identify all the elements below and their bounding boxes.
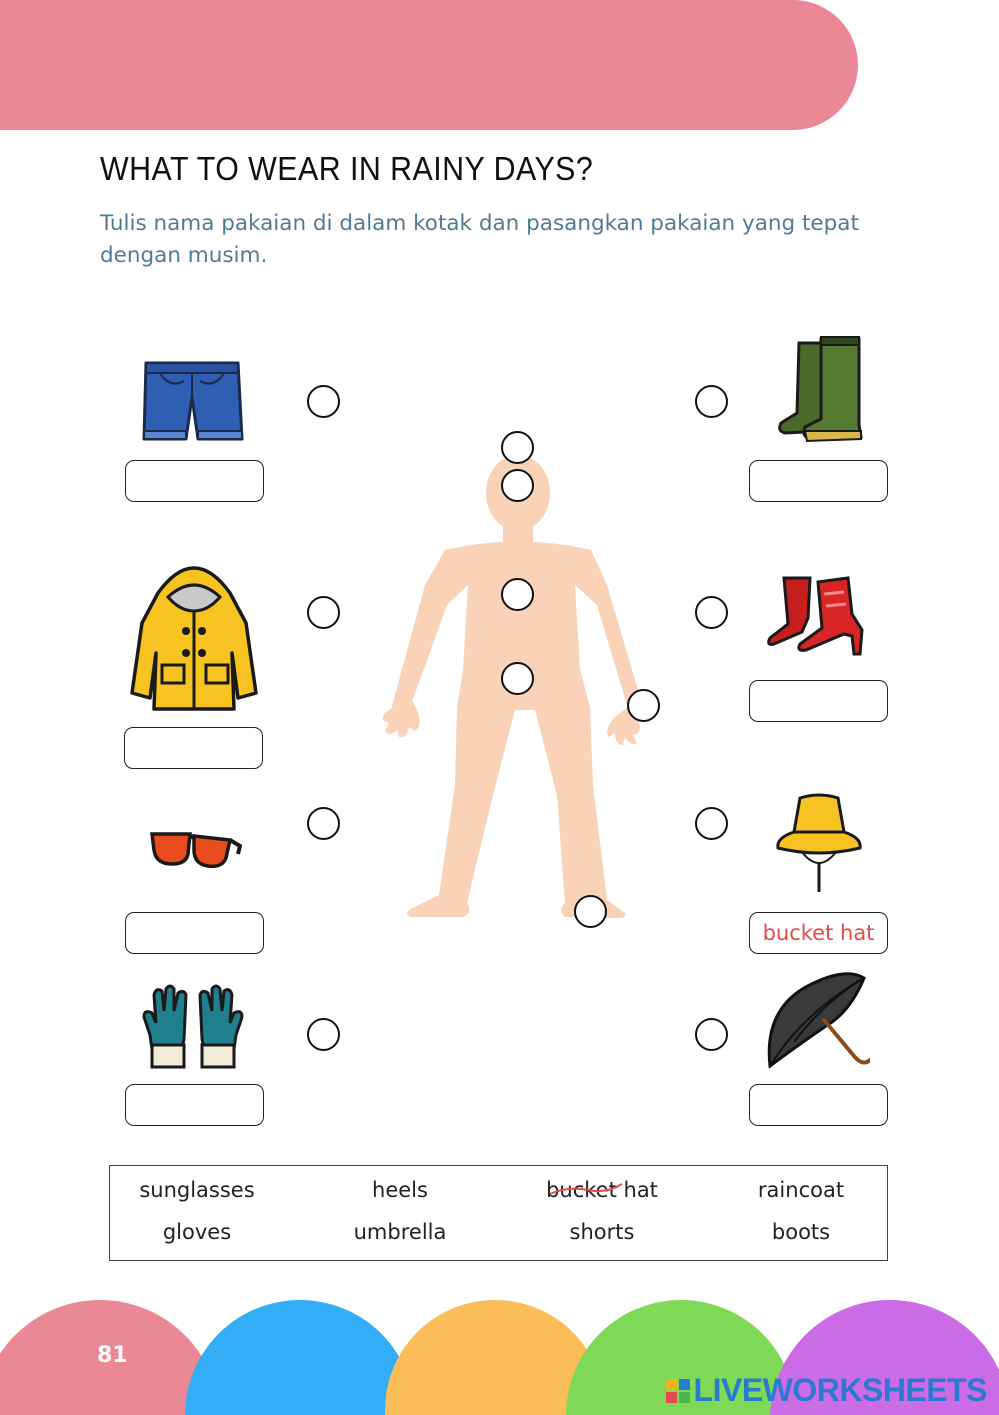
answer-box-bucket-hat[interactable]: bucket hat [749,912,888,954]
raincoat-icon [128,553,260,713]
body-dot-hand[interactable] [627,689,660,722]
match-dot-umbrella[interactable] [695,1018,728,1051]
liveworksheets-logo [666,1372,987,1409]
umbrella-icon [764,972,870,1078]
answer-box-heels[interactable] [749,680,888,722]
worksheet-title: WHAT TO WEAR IN RAINY DAYS? [100,150,594,187]
body-dot-chest[interactable] [501,578,534,611]
page-number: 81 [97,1343,128,1368]
word-umbrella: umbrella [353,1220,447,1244]
body-dot-waist[interactable] [501,662,534,695]
answer-box-sunglasses[interactable] [125,912,264,954]
match-dot-shorts[interactable] [307,385,340,418]
word-boots: boots [771,1220,831,1244]
word-heels: heels [372,1178,428,1202]
brand-text: LIVEWORKSHEETS [693,1372,987,1408]
answer-box-umbrella[interactable] [749,1084,888,1126]
heels-icon [766,574,868,660]
word-raincoat: raincoat [757,1178,845,1202]
match-dot-bucket-hat[interactable] [695,807,728,840]
body-dot-foot[interactable] [574,895,607,928]
match-dot-heels[interactable] [695,596,728,629]
match-dot-raincoat[interactable] [307,596,340,629]
match-dot-gloves[interactable] [307,1018,340,1051]
liveworksheets-mark-icon [666,1379,690,1403]
gloves-icon [142,983,244,1071]
answer-box-boots[interactable] [749,460,888,502]
bubble-blue [185,1300,415,1415]
word-shorts: shorts [569,1220,635,1244]
top-banner [0,0,858,130]
answer-box-gloves[interactable] [125,1084,264,1126]
word-bucket-hat: bucket hat [546,1178,658,1202]
sunglasses-icon [150,828,242,870]
body-dot-eyes[interactable] [501,469,534,502]
word-sunglasses: sunglasses [139,1178,255,1202]
answer-box-raincoat[interactable] [124,727,263,769]
shorts-icon [140,355,245,445]
boots-icon [775,335,865,445]
match-dot-boots[interactable] [695,385,728,418]
word-bank [109,1165,888,1261]
word-gloves: gloves [162,1220,232,1244]
body-dot-head-top[interactable] [501,431,534,464]
instructions: Tulis nama pakaian di dalam kotak dan pasangkan pakaian yang tepat dengan musim. [100,211,859,268]
bucket-hat-icon [774,792,864,896]
answer-box-shorts[interactable] [125,460,264,502]
match-dot-sunglasses[interactable] [307,807,340,840]
